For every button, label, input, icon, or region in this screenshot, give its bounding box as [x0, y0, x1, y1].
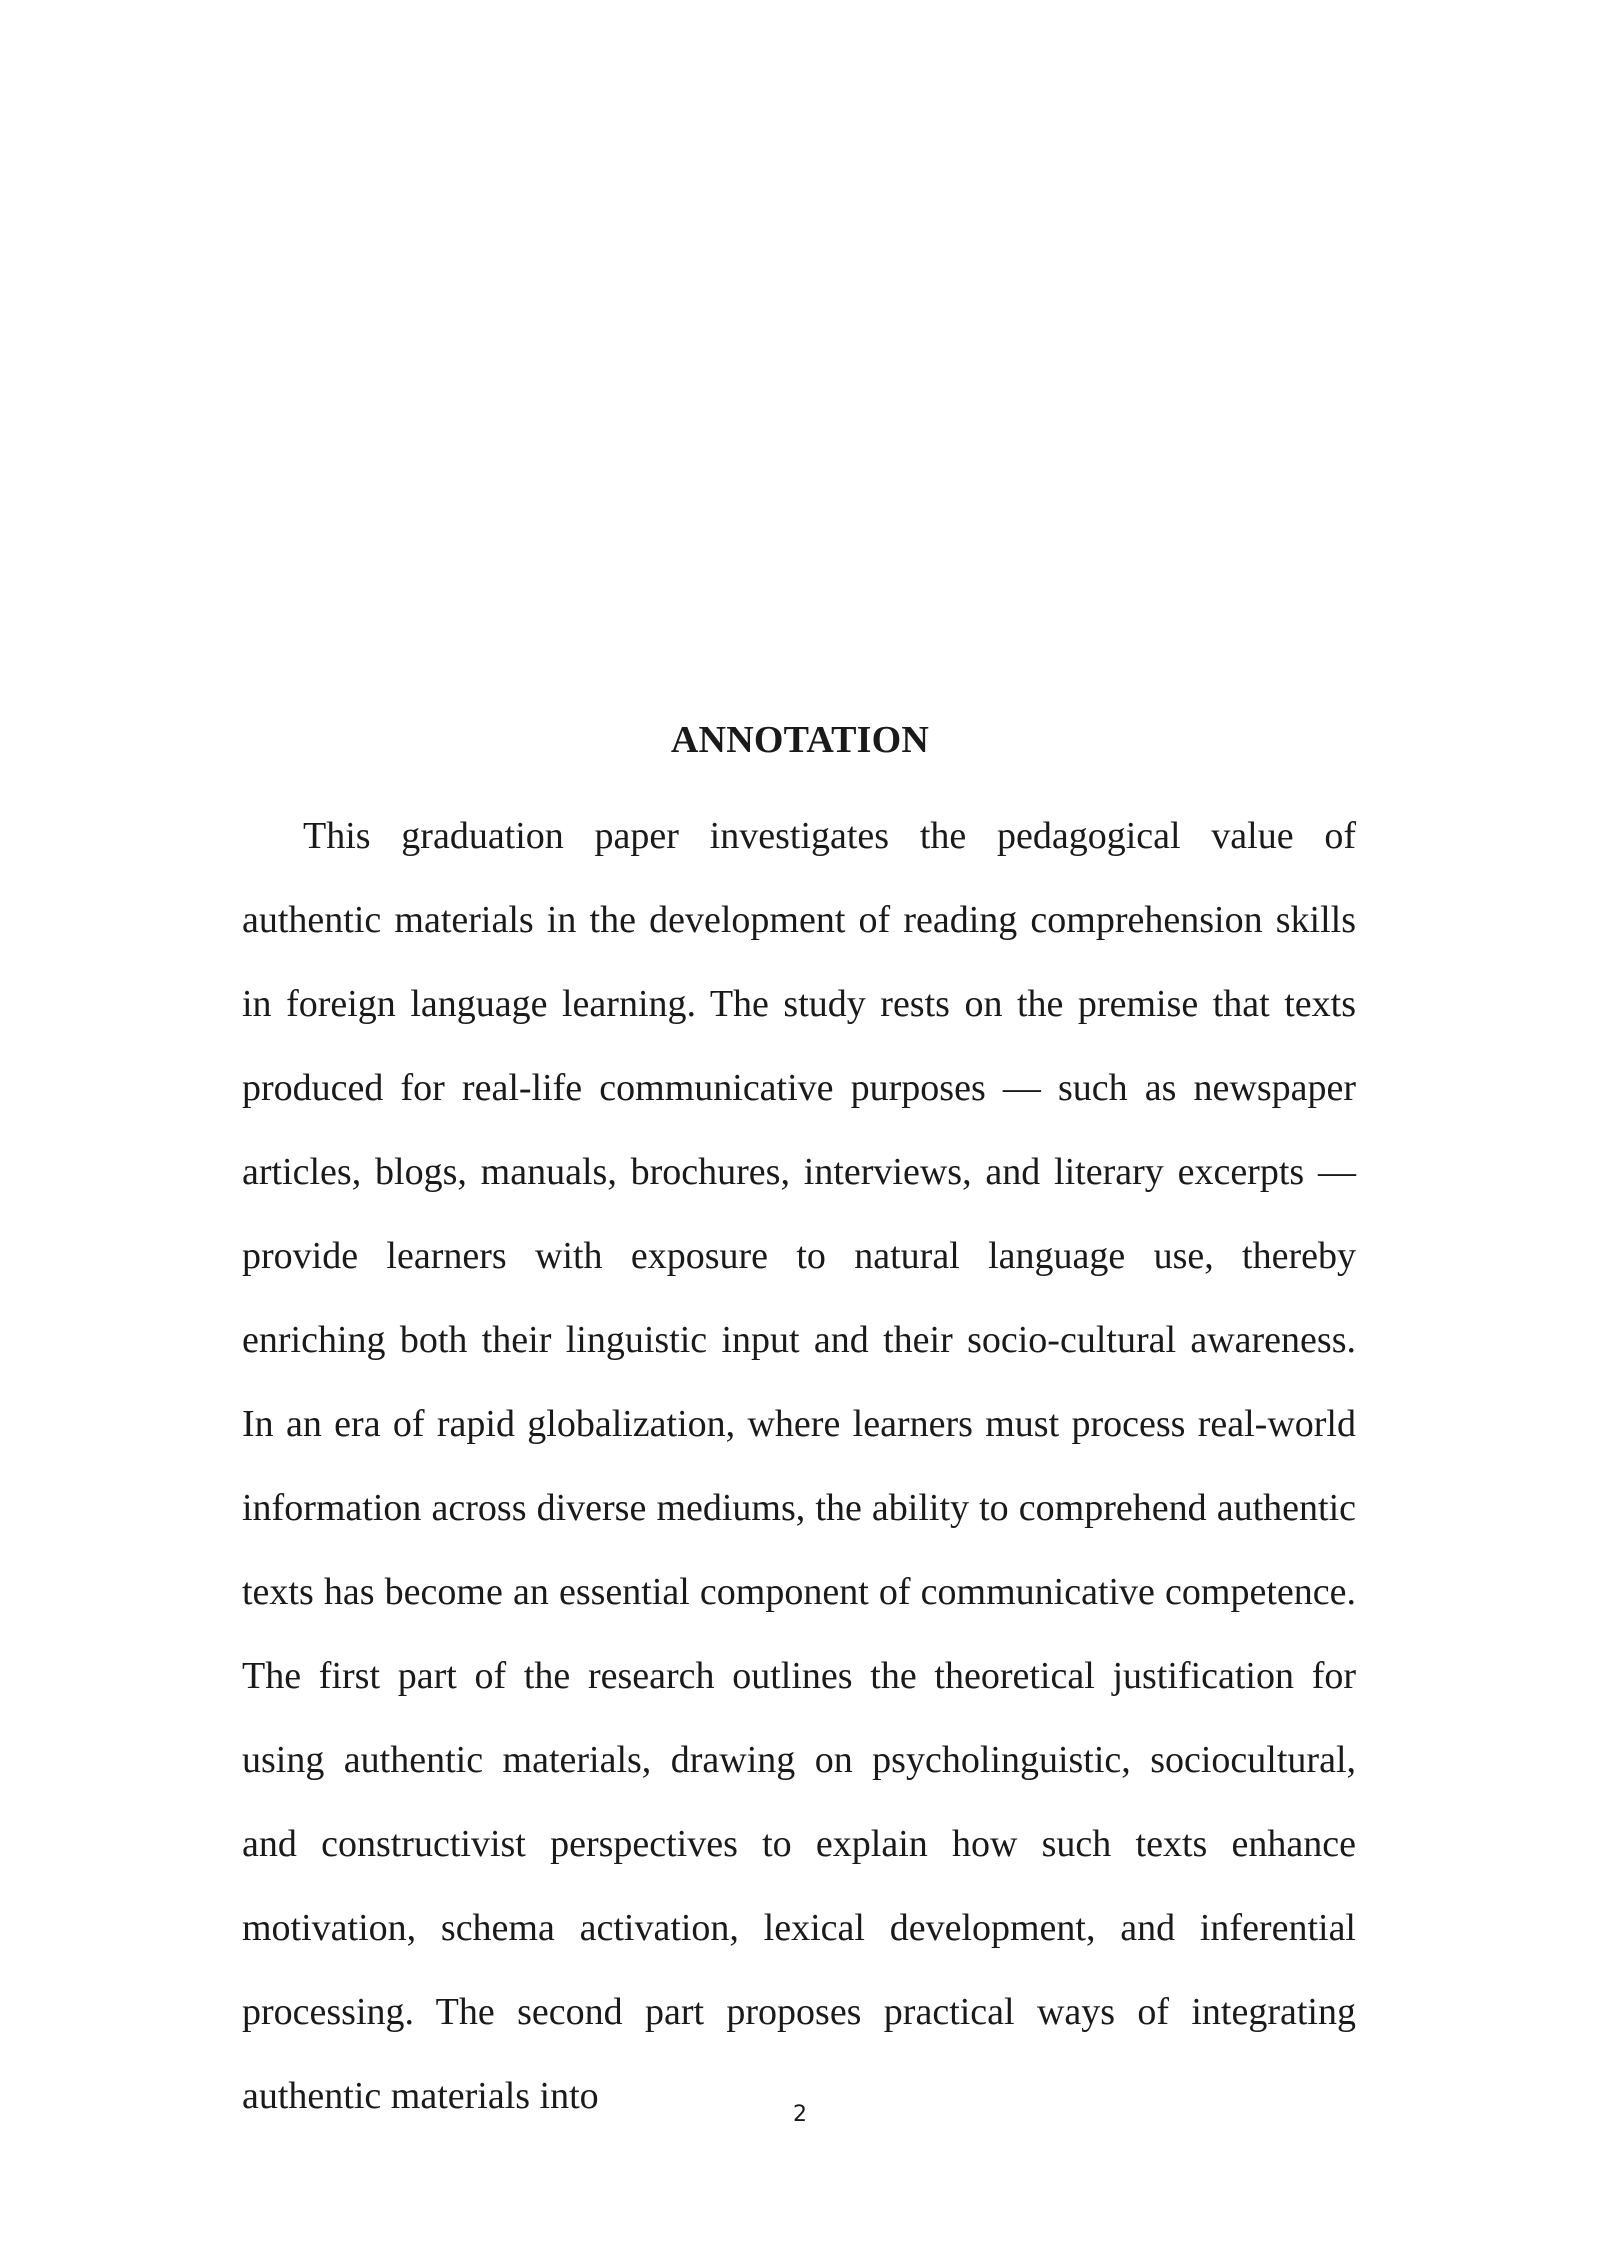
page-number: 2 [793, 2102, 807, 2127]
page-heading: ANNOTATION [670, 719, 930, 761]
annotation-paragraph: This graduation paper investigates the pedagogical value of authentic materials in the development of reading comprehension skills in foreign language learning. The study rests on the premise that texts produced for real-life communicative purposes — such as newspaper articles, blogs, manuals, brochures, interviews, and literary excerpts — provide learners with exposure to natural language use, thereby enriching both their linguistic input and their socio-cultural awareness. In an era of rapid globalization, where learners must process real-world information across diverse mediums, the ability to comprehend authentic texts has become an essential component of communicative competence. The first part of the research outlines the theoretical justification for using authentic materials, drawing on psycholinguistic, sociocultural, and constructivist perspectives to explain how such texts enhance motivation, schema activation, lexical development, and inferential processing. The second part proposes practical ways of integrating authentic materials into [242, 815, 1356, 2117]
